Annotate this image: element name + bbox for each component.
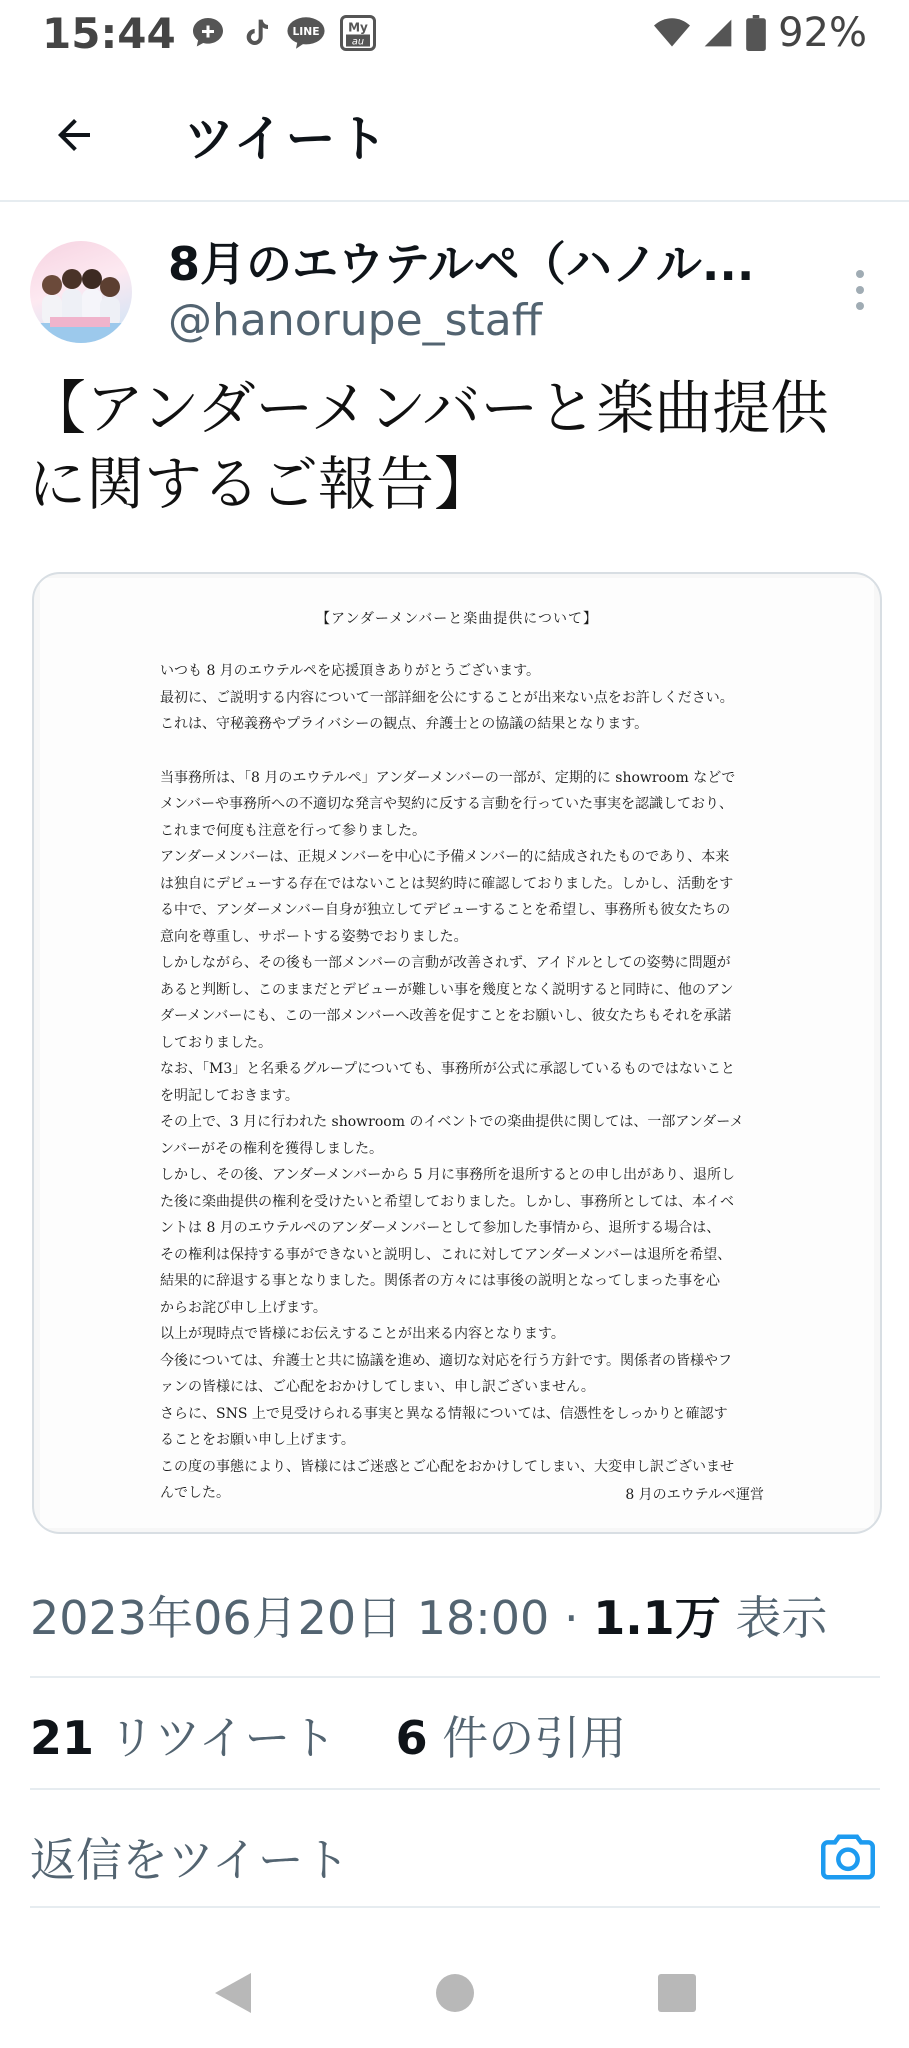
line-label: LINE [292,25,320,39]
document-line: る中で、アンダーメンバー自身が独立してデビューすることを希望し、事務所も彼女たちの [160,902,731,918]
retweet-count: 21 [30,1711,95,1765]
camera-icon [821,1832,875,1882]
arrow-left-icon [50,111,98,159]
document-line: この度の事態により、皆様にはご迷惑とご心配をおかけしてしまい、大変申し訳ございませ [160,1458,734,1475]
document-line: 意向を尊重し、サポートする姿勢でおりました。 [160,928,468,945]
nav-back-button[interactable] [207,1967,259,2019]
document-line: を明記しておきます。 [160,1087,299,1104]
divider [30,1676,880,1678]
battery-percent: 92% [778,10,867,56]
retweet-label: リツイート [94,1711,337,1765]
line-icon [286,15,326,51]
author-text [168,235,808,349]
quote-label: 件の引用 [427,1711,627,1765]
meta-separator: · [549,1591,594,1645]
tweet-timestamp [30,1578,880,1658]
tweet-author [30,232,880,352]
more-vertical-icon [856,270,864,278]
tweet-text: 【アンダーメンバーと楽曲提供に関するご報告】 [28,374,829,518]
status-bar-right [654,10,867,56]
back-button[interactable] [24,85,124,185]
status-bar [0,0,909,66]
reply-input[interactable]: 返信をツイート [30,1833,350,1887]
document-line: さらに、SNS 上で見受けられる事実と異なる情報については、信憑性をしっかりと確認す [160,1405,728,1422]
document-line: なお、「M3」と名乗るグループについても、事務所が公式に承認しているものではないこと [160,1061,735,1077]
group-photo-icon [30,241,132,343]
author-handle[interactable]: @hanorupe_staff [168,295,543,346]
document-title: 【アンダーメンバーと楽曲提供について】 [316,611,598,627]
views-count[interactable]: 1.1万 [593,1591,721,1645]
document-line: しておりました。 [160,1034,272,1051]
document-image [40,578,874,1528]
battery-icon [746,15,766,51]
document-line: アンダーメンバーは、正規メンバーを中心に予備メンバー的に結成されたものであり、本来 [160,849,730,865]
status-time: 15:44 [42,8,176,58]
document-signature: 8 月のエウテルペ運営 [625,1487,764,1503]
tweet-media-image[interactable] [32,572,882,1534]
author-name[interactable]: 8月のエウテルペ（ハノル... [168,237,755,291]
document-line: 今後については、弁護士と共に協議を進め、適切な対応を行う方針です。関係者の皆様やフ [160,1352,733,1369]
document-line: その上で、3 月に行われた showroom のイベントでの楽曲提供に関しては、一部アンダーメ [160,1114,744,1130]
system-nav-bar [0,1938,909,2048]
document-line: しかしながら、その後も一部メンバーの言動が改善されず、アイドルとしての姿勢に問題が [160,955,731,971]
document-line: ダーメンバーにも、この一部メンバーへ改善を促すことをお願いし、彼女たちもそれを承諾 [160,1008,732,1024]
nav-recents-button[interactable] [651,1967,703,2019]
reply-composer[interactable] [30,1808,880,1906]
status-bar-left [42,9,376,58]
document-line: いつも 8 月のエウテルペを応援頂きありがとうございます。 [160,663,540,679]
document-line: しかし、その後、アンダーメンバーから 5 月に事務所を退所するとの申し出があり、退所し [160,1167,736,1183]
chat-plus-icon [190,15,226,51]
page-title: ツイート [184,110,390,168]
document-line: 以上が現時点で皆様にお伝えすることが出来る内容となります。 [160,1326,565,1342]
more-vertical-icon [856,286,864,294]
document-line: これまで何度も注意を行って参りました。 [160,822,426,839]
document-gap [160,738,800,765]
triangle-back-icon [213,1971,253,2015]
circle-home-icon [435,1973,475,2013]
tiktok-icon [240,15,272,51]
document-line: んでした。 [160,1485,230,1501]
document-line: その権利は保持する事ができないと説明し、これに対してアンダーメンバーは退所を希望、 [160,1246,732,1263]
document-line: ァンの皆様には、ご心配をおかけしてしまい、申し訳ございません。 [160,1379,595,1395]
document-line: メンバーや事務所への不適切な発言や契約に反する言動を行っていた事実を認識しており、 [160,796,734,812]
square-recents-icon [657,1973,697,2013]
document-body [160,658,800,1507]
camera-button[interactable] [816,1825,880,1889]
document-line: 当事務所は、「8 月のエウテルペ」アンダーメンバーの一部が、定期的に showroom などで [160,769,736,786]
tweet-date[interactable]: 2023年06月20日 18:00 [30,1591,550,1645]
retweets-stat[interactable] [30,1711,336,1765]
more-vertical-icon [856,302,864,310]
nav-home-button[interactable] [429,1967,481,2019]
my-au-bottom-label: au [351,36,364,48]
avatar[interactable] [30,241,132,343]
document-line: ントは 8 月のエウテルペのアンダーメンバーとして参加した事情から、退所する場合は、 [160,1220,721,1236]
views-label[interactable]: 表示 [720,1591,828,1645]
document-line: ンバーがその権利を獲得しました。 [160,1140,384,1157]
my-au-icon [340,15,376,51]
quote-count: 6 [395,1711,428,1765]
quotes-stat[interactable] [396,1711,627,1765]
document-line: これは、守秘義務やプライバシーの観点、弁護士との協議の結果となります。 [160,716,649,732]
document-line: 結果的に辞退する事となりました。関係者の方々には事後の説明となってしまった事を心 [160,1273,720,1289]
more-options-button[interactable] [840,260,880,320]
document-line: あると判断し、このままだとデビューが難しい事を幾度となく説明すると同時に、他のアン [160,981,734,998]
document-line: 最初に、ご説明する内容について一部詳細を公にすることが出来ない点をお許しください。 [160,689,734,706]
my-au-top-label: My [347,20,368,35]
app-bar [0,70,909,202]
divider [30,1906,880,1908]
document-line: は独自にデビューする存在ではないことは契約時に確認しておりました。しかし、活動をす [160,875,734,892]
divider [30,1788,880,1790]
tweet-stats [30,1698,880,1778]
document-line: た後に楽曲提供の権利を受けたいと希望しておりました。しかし、事務所としては、本イベ [160,1193,734,1210]
document-line: ることをお願い申し上げます。 [160,1432,355,1448]
document-line: からお詫び申し上げます。 [160,1299,327,1316]
cell-signal-icon [702,17,734,49]
wifi-icon [654,18,690,48]
